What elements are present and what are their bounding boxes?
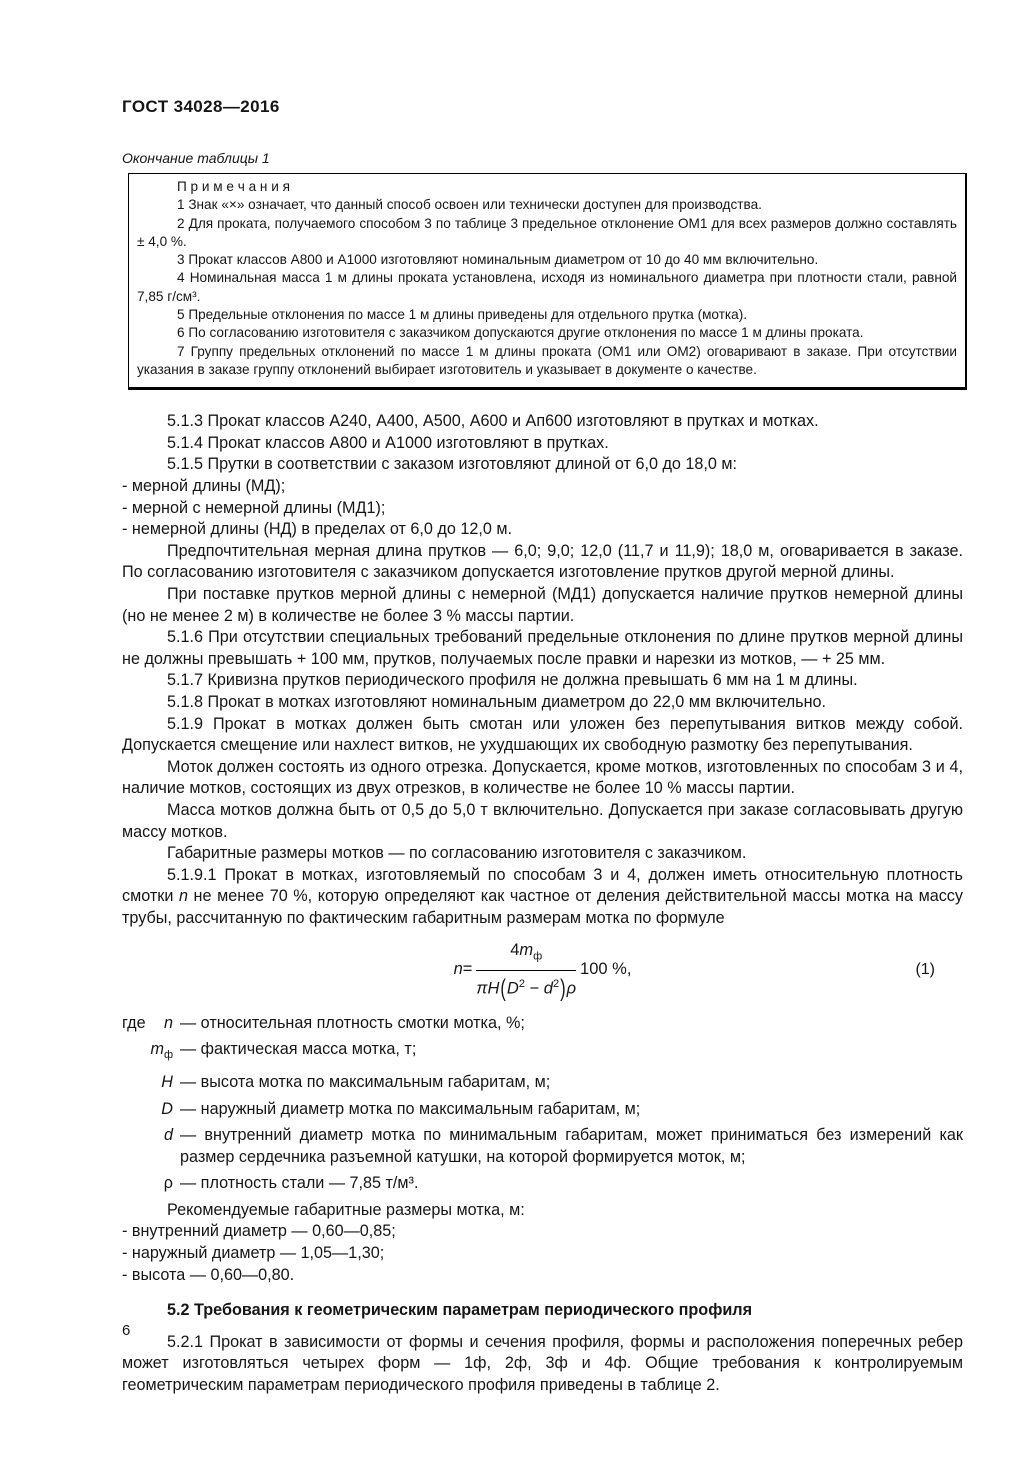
list-item-md1: - мерной с немерной длины (МД1); [122, 498, 386, 517]
definition-text-d: — внутренний диаметр мотка по минимальным габаритам, может приниматься без измерений как размер сердечника разъемной катушки, на которой формируется моток, м; [180, 1126, 963, 1166]
formula-fraction [476, 940, 576, 1001]
numerator-coefficient: 4 [510, 940, 520, 959]
paragraph-5-1-7: 5.1.7 Кривизна прутков периодического профиля не должна превышать 6 мм на 1 м длины. [167, 671, 858, 690]
variable-n-inline: n [178, 887, 188, 906]
numerator-subscript: ф [533, 949, 543, 962]
table-notes-box [128, 173, 967, 390]
definition-term-d: d [163, 1126, 173, 1145]
definition-term-m-subscript: ф [163, 1049, 173, 1062]
list-item-nd: - немерной длины (НД) в пределах от 6,0 до 12,0 м. [122, 520, 512, 539]
paragraph-5-1-9: 5.1.9 Прокат в мотках должен быть смотан или уложен без перепутывания витков между собой. Допускается смещение или нахлест витков, не ухудшающих их свободную размотку без перепутывания. [122, 714, 963, 755]
denominator-variable-H: H [487, 979, 500, 998]
paragraph-coil-single-piece: Моток должен состоять из одного отрезка. Допускается, кроме мотков, изготовленных по способам 3 и 4, наличие мотков, состоящих из двух отрезков, в количестве не более 10 % массы партии. [122, 757, 963, 798]
definition-row-rho [122, 1173, 963, 1195]
paragraph-5-1-6: 5.1.6 При отсутствии специальных требований предельные отклонения по длине прутков мерной длины не должны превышать + 100 мм, прутков, получаемых после правки и нарезки из мотков, — + 25 мм. [122, 628, 963, 668]
definition-text-n: — относительная плотность смотки мотка, %; [180, 1013, 525, 1032]
paragraph-5-1-8: 5.1.8 Прокат в мотках изготовляют номинальным диаметром до 22,0 мм включительно. [167, 692, 827, 711]
definition-text-D: — наружный диаметр мотка по максимальным габаритам, м; [180, 1099, 641, 1118]
list-item-inner-diameter: - внутренний диаметр — 0,60—0,85; [122, 1222, 396, 1241]
note-item-4: 4 Номинальная масса 1 м длины проката установлена, исходя из номинального диаметра при плотности стали, равной 7,85 г/см³. [137, 270, 957, 304]
definition-term-H: H [161, 1072, 173, 1091]
denominator-pi: π [476, 979, 488, 998]
formula-number: (1) [915, 961, 935, 979]
formula-lhs-variable: n [453, 960, 463, 979]
page-number: 6 [122, 1322, 131, 1339]
formula-tail-percent: 100 %, [580, 960, 632, 979]
denominator-close-paren: ) [560, 975, 566, 1002]
note-item-6: 6 По согласованию изготовителя с заказчиком допускаются другие отклонения по массе 1 м длины проката. [177, 325, 864, 341]
list-item-outer-diameter: - наружный диаметр — 1,05—1,30; [122, 1244, 385, 1263]
notes-title: П р и м е ч а н и я [177, 179, 290, 194]
denominator-d-exponent: 2 [552, 978, 560, 991]
paragraph-5-2-1: 5.2.1 Прокат в зависимости от формы и сечения профиля, формы и расположения поперечных ребер может изготовляться четырех форм — 1ф, 2ф, 3ф и 4ф. Общие требования к контролируемым геометрическим параметрам периодического профиля приведены в таблице 2. [122, 1332, 963, 1395]
denominator-D-exponent: 2 [518, 978, 525, 991]
definition-term-rho: ρ [163, 1174, 173, 1193]
formula-definitions [122, 1013, 963, 1195]
denominator-variable-d: d [543, 979, 553, 998]
definition-term-m-letter: m [150, 1040, 164, 1059]
definition-row-d [122, 1125, 963, 1168]
paragraph-coil-mass: Масса мотков должна быть от 0,5 до 5,0 т включительно. Допускается при заказе согласовывать другую массу мотков. [122, 800, 963, 841]
formula-1 [122, 940, 963, 1001]
definition-row-n [122, 1013, 963, 1035]
page-content [122, 0, 963, 1397]
note-item-7: 7 Группу предельных отклонений по массе 1 м длины проката (ОМ1 или ОМ2) оговаривают в заказе. При отсутствии указания в заказе группу отклонений выбирает изготовитель и указывает в документе о качестве. [137, 343, 957, 377]
definition-text-H: — высота мотка по максимальным габаритам, м; [180, 1072, 551, 1091]
denominator-open-paren: ( [500, 975, 506, 1002]
paragraph-md1-delivery: При поставке прутков мерной длины с немерной (МД1) допускается наличие прутков немерной длины (но не менее 2 м) в количестве не более 3 % массы партии. [122, 585, 963, 625]
note-item-1: 1 Знак «×» означает, что данный способ освоен или технически доступен для производства. [177, 197, 762, 213]
definition-row-D [122, 1099, 963, 1121]
body-text [122, 411, 963, 1396]
paragraph-5-1-9-1-text-b: не менее 70 %, которую определяют как частное от деления действительной массы мотка на массу трубы, рассчитанную по фактическим габаритным размерам мотка по формуле [122, 887, 963, 927]
paragraph-5-1-3: 5.1.3 Прокат классов А240, А400, А500, А600 и Ап600 изготовляют в прутках и мотках. [167, 412, 819, 431]
numerator-variable-m: m [519, 940, 534, 959]
definition-row-m [122, 1039, 963, 1067]
definition-term-n: n [163, 1013, 173, 1032]
definition-term-m [122, 1039, 180, 1067]
note-item-2: 2 Для проката, получаемого способом 3 по таблице 3 предельное отклонение ОМ1 для всех размеров должно составлять ± 4,0 %. [137, 215, 957, 249]
formula-equals-sign: = [462, 960, 473, 979]
note-item-5: 5 Предельные отклонения по массе 1 м длины приведены для отдельного прутка (мотка). [177, 307, 748, 323]
paragraph-preferred-length: Предпочтительная мерная длина прутков — 6,0; 9,0; 12,0 (11,7 и 11,9); 18,0 м, оговаривается в заказе. По согласованию изготовителя с заказчиком допускается изготовление прутков другой мерной длины. [122, 541, 963, 582]
table-end-caption: Окончание таблицы 1 [122, 150, 270, 166]
definition-row-H [122, 1072, 963, 1094]
denominator-rho: ρ [566, 979, 577, 998]
paragraph-5-1-5: 5.1.5 Прутки в соответствии с заказом изготовляют длиной от 6,0 до 18,0 м: [167, 455, 738, 474]
list-item-md: - мерной длины (МД); [122, 477, 286, 496]
note-item-3: 3 Прокат классов А800 и А1000 изготовляют номинальным диаметром от 10 до 40 мм включительно. [177, 252, 819, 268]
definition-term-D: D [161, 1099, 173, 1118]
paragraph-5-1-9-1 [122, 865, 963, 930]
paragraph-coil-dimensions: Габаритные размеры мотков — по согласованию изготовителя с заказчиком. [167, 844, 747, 863]
definition-text-rho: — плотность стали — 7,85 т/м³. [180, 1174, 419, 1193]
denominator-minus-sign: − [524, 979, 544, 998]
section-heading-5-2: 5.2 Требования к геометрическим параметрам периодического профиля [167, 1301, 753, 1320]
list-item-height: - высота — 0,60—0,80. [122, 1265, 295, 1284]
paragraph-recommended-dimensions: Рекомендуемые габаритные размеры мотка, м: [167, 1200, 525, 1219]
definition-text-m: — фактическая масса мотка, т; [180, 1040, 417, 1059]
formula-numerator [476, 940, 576, 972]
paragraph-5-1-4: 5.1.4 Прокат классов А800 и А1000 изготовляют в прутках. [167, 433, 609, 452]
denominator-variable-D: D [506, 979, 519, 998]
paragraph-5-1-9-1-text-a: 5.1.9.1 Прокат в мотках, изготовляемый по способам 3 и 4, должен иметь относительную плотность смотки [122, 865, 963, 906]
formula-denominator [476, 971, 576, 1000]
document-title: ГОСТ 34028—2016 [122, 97, 280, 116]
definition-lead-gde: где [122, 1013, 146, 1032]
